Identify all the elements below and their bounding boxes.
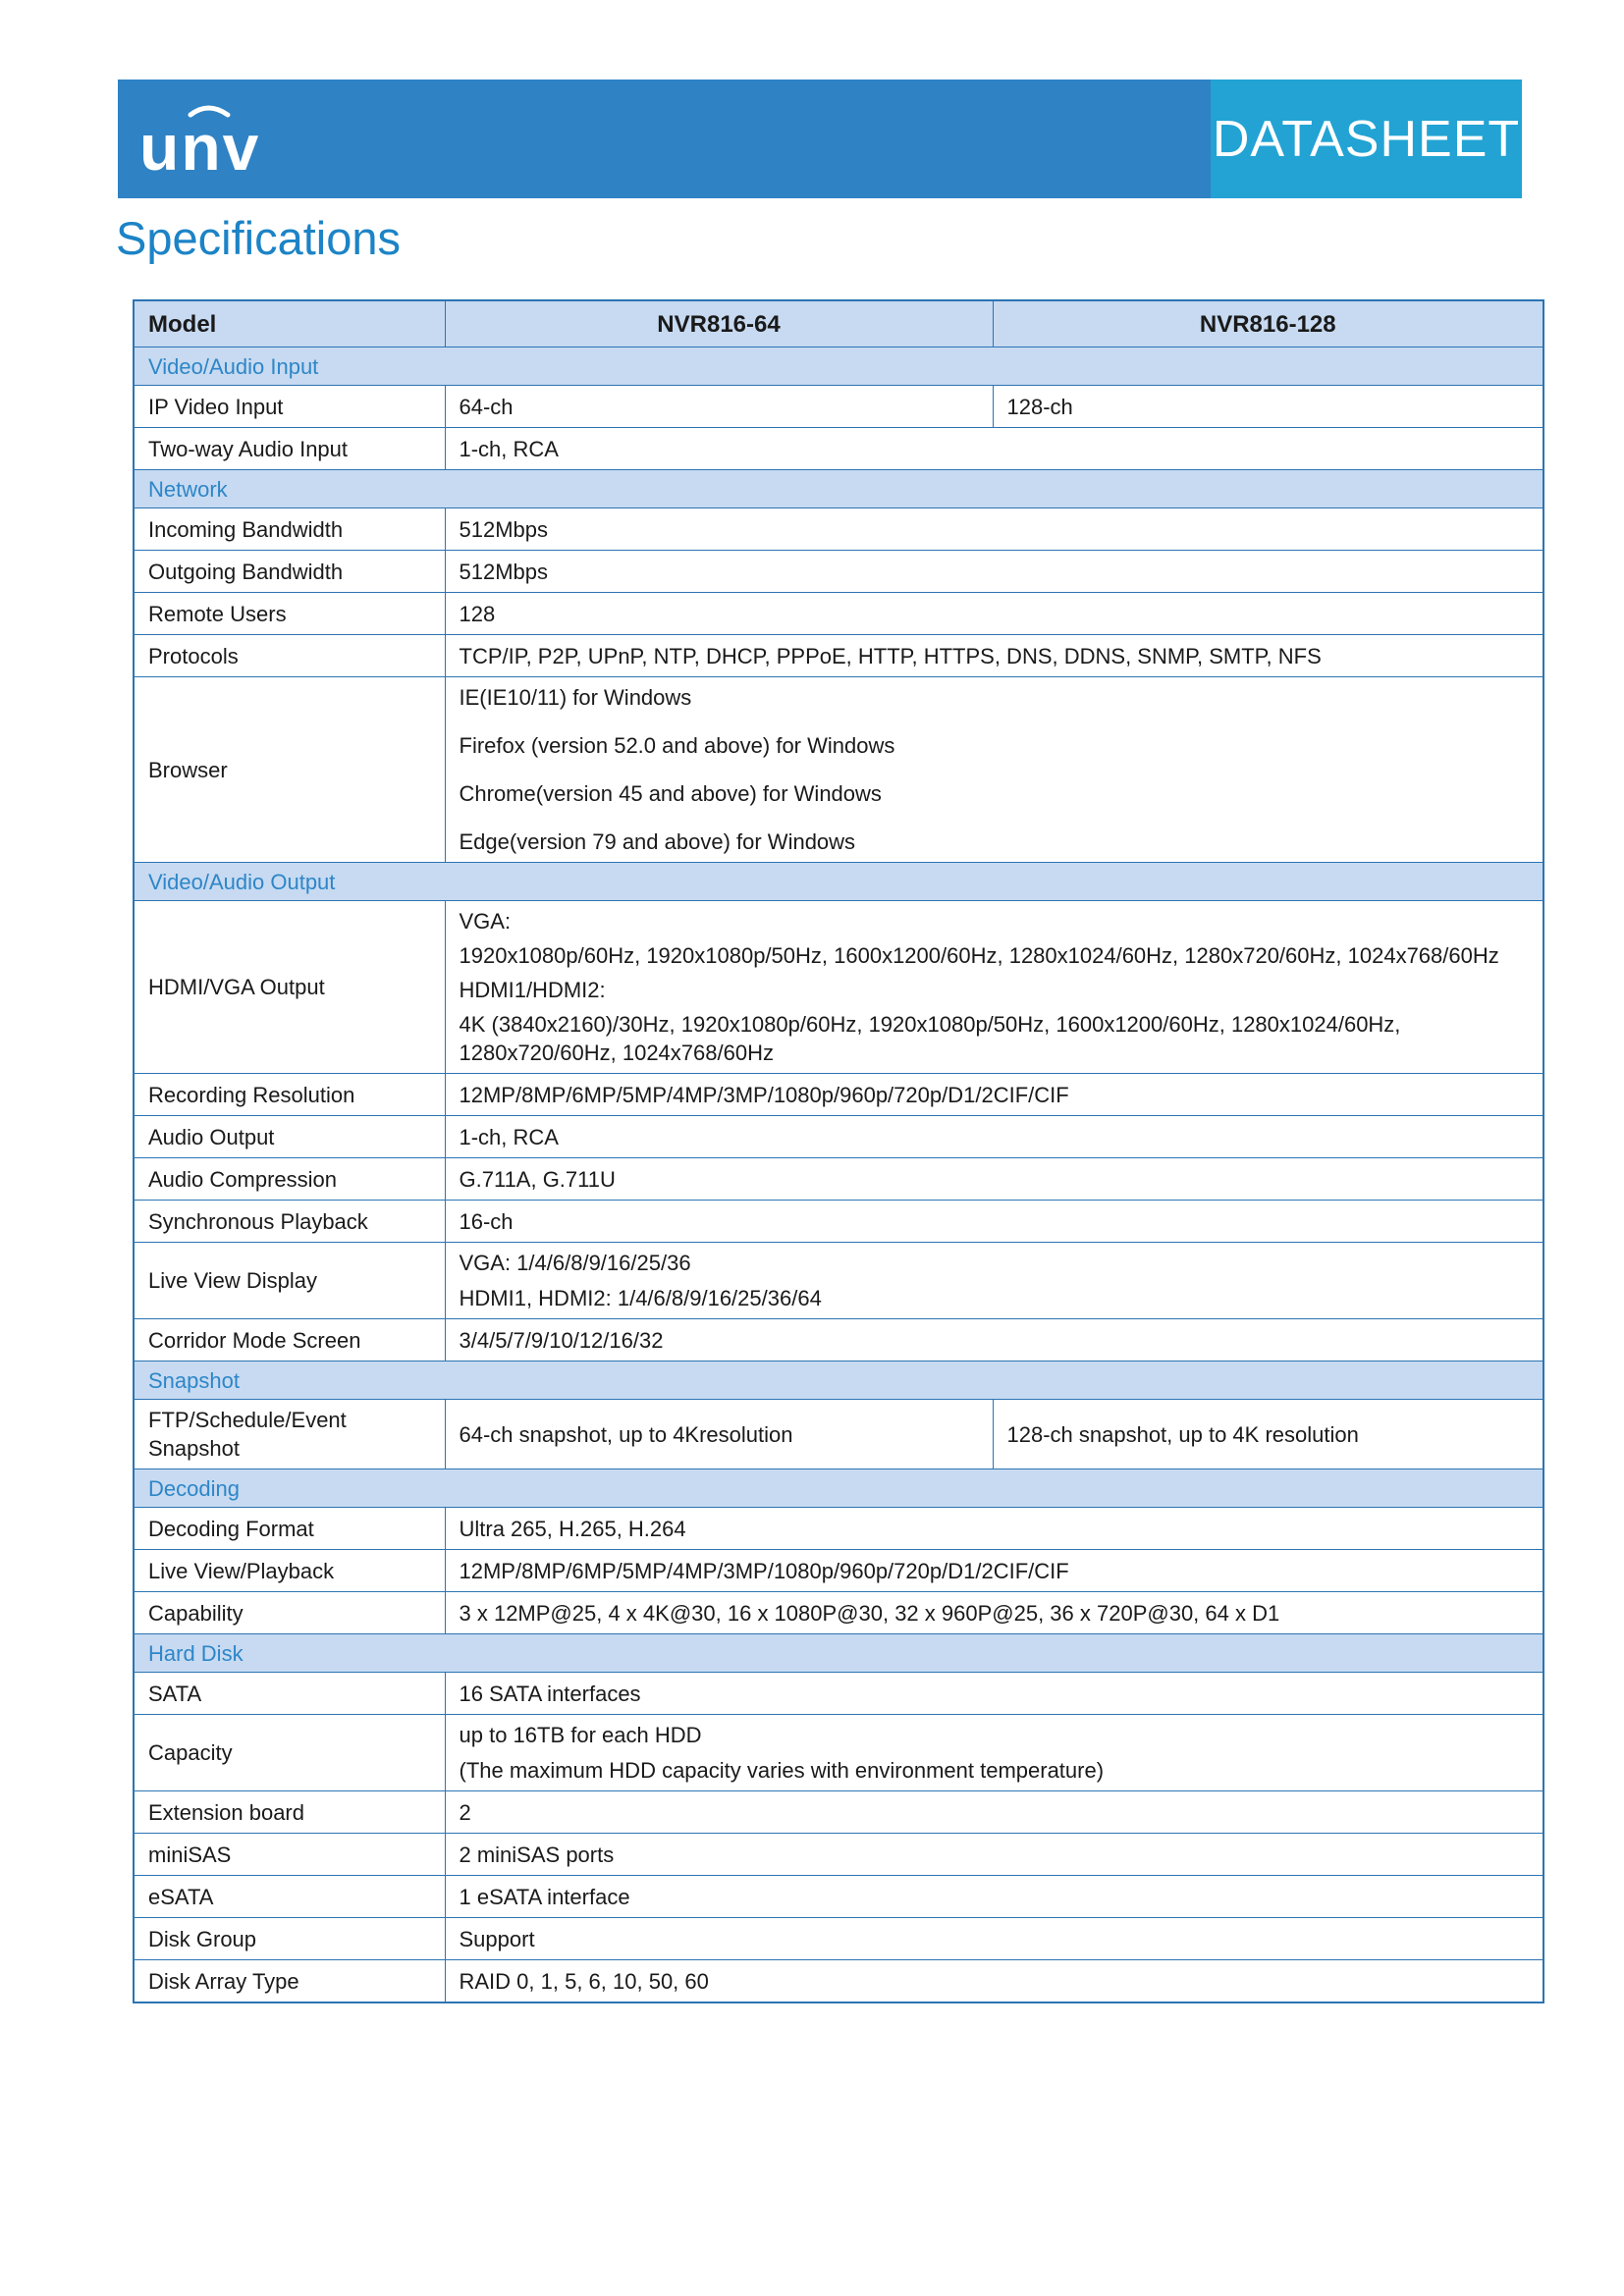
spec-label: Outgoing Bandwidth [134,551,445,593]
section-row [134,1362,1543,1400]
section-row [134,347,1543,386]
spec-value [445,1243,1543,1319]
spec-value-line: 1920x1080p/60Hz, 1920x1080p/50Hz, 1600x1200/60Hz, 1280x1024/60Hz, 1280x720/60Hz, 1024x768/60Hz [459,943,1499,968]
spec-value-line: 4K (3840x2160)/30Hz, 1920x1080p/60Hz, 1920x1080p/50Hz, 1600x1200/60Hz, 1280x1024/60Hz, 1280x720/60Hz, 1024x768/60Hz [459,1012,1401,1065]
spec-value: Ultra 265, H.265, H.264 [445,1508,1543,1550]
spec-value-line: HDMI1, HDMI2: 1/4/6/8/9/16/25/36/64 [459,1286,822,1310]
spec-label: IP Video Input [134,386,445,428]
section-title: Decoding [134,1469,1543,1508]
spec-label: Protocols [134,635,445,677]
page-title: Specifications [116,212,401,264]
spec-row [134,1960,1543,2003]
spec-value: Support [445,1918,1543,1960]
spec-row [134,551,1543,593]
spec-row [134,1876,1543,1918]
spec-value: 64-ch snapshot, up to 4Kresolution [445,1400,993,1469]
section-title: Video/Audio Input [134,347,1543,386]
spec-value-line: (The maximum HDD capacity varies with environment temperature) [459,1758,1105,1783]
spec-row [134,1508,1543,1550]
table-header-row [134,300,1543,347]
spec-label: Incoming Bandwidth [134,508,445,551]
spec-label: SATA [134,1673,445,1715]
spec-row [134,1791,1543,1834]
spec-row [134,428,1543,470]
spec-row [134,1550,1543,1592]
spec-label: Disk Array Type [134,1960,445,2003]
spec-value-line: IE(IE10/11) for Windows [459,685,692,710]
spec-label: Extension board [134,1791,445,1834]
spec-row [134,508,1543,551]
spec-label: Synchronous Playback [134,1201,445,1243]
spec-row [134,1834,1543,1876]
spec-row [134,635,1543,677]
spec-value: 12MP/8MP/6MP/5MP/4MP/3MP/1080p/960p/720p/D1/2CIF/CIF [445,1074,1543,1116]
spec-label: Capability [134,1592,445,1634]
spec-row [134,677,1543,863]
spec-value: G.711A, G.711U [445,1158,1543,1201]
spec-value-line: Firefox (version 52.0 and above) for Windows [459,733,895,758]
spec-value: 128-ch snapshot, up to 4K resolution [993,1400,1543,1469]
section-title: Snapshot [134,1362,1543,1400]
spec-row [134,1673,1543,1715]
spec-value: 1-ch, RCA [445,428,1543,470]
spec-value: 2 [445,1791,1543,1834]
spec-label: Decoding Format [134,1508,445,1550]
spec-value-line: Edge(version 79 and above) for Windows [459,829,856,854]
spec-row [134,901,1543,1074]
spec-row [134,386,1543,428]
specifications-table [133,299,1544,2003]
datasheet-tag: DATASHEET [1211,80,1522,198]
spec-value-line: VGA: [459,909,512,934]
spec-row [134,1116,1543,1158]
spec-label: Recording Resolution [134,1074,445,1116]
spec-value: 2 miniSAS ports [445,1834,1543,1876]
spec-value [445,677,1543,863]
spec-label: miniSAS [134,1834,445,1876]
spec-value: 64-ch [445,386,993,428]
section-title: Hard Disk [134,1634,1543,1673]
section-row [134,863,1543,901]
spec-value: 16 SATA interfaces [445,1673,1543,1715]
spec-value [445,1715,1543,1791]
spec-value-line: VGA: 1/4/6/8/9/16/25/36 [459,1251,691,1275]
spec-label: Corridor Mode Screen [134,1319,445,1362]
section-title: Network [134,470,1543,508]
spec-label: Two-way Audio Input [134,428,445,470]
spec-value: 512Mbps [445,508,1543,551]
spec-value-line: HDMI1/HDMI2: [459,978,606,1002]
spec-value [445,901,1543,1074]
spec-row [134,1400,1543,1469]
spec-value: 1-ch, RCA [445,1116,1543,1158]
spec-value: TCP/IP, P2P, UPnP, NTP, DHCP, PPPoE, HTTP, HTTPS, DNS, DDNS, SNMP, SMTP, NFS [445,635,1543,677]
section-row [134,1634,1543,1673]
spec-label: Disk Group [134,1918,445,1960]
column-header-model-a: NVR816-64 [445,300,993,347]
spec-row [134,1592,1543,1634]
spec-value-line: up to 16TB for each HDD [459,1723,702,1747]
column-header-model-b: NVR816-128 [993,300,1543,347]
spec-row [134,1243,1543,1319]
spec-value: 128-ch [993,386,1543,428]
spec-value: 128 [445,593,1543,635]
spec-label: Live View/Playback [134,1550,445,1592]
spec-row [134,1158,1543,1201]
spec-value: 16-ch [445,1201,1543,1243]
spec-value: 3/4/5/7/9/10/12/16/32 [445,1319,1543,1362]
spec-label: eSATA [134,1876,445,1918]
spec-label: Audio Output [134,1116,445,1158]
spec-row [134,1715,1543,1791]
spec-label: Remote Users [134,593,445,635]
spec-row [134,1074,1543,1116]
spec-value-line: Chrome(version 45 and above) for Windows [459,781,882,806]
spec-label: Capacity [134,1715,445,1791]
spec-label: Live View Display [134,1243,445,1319]
spec-label: Audio Compression [134,1158,445,1201]
spec-label: HDMI/VGA Output [134,901,445,1074]
spec-row [134,1918,1543,1960]
section-row [134,1469,1543,1508]
spec-value: 3 x 12MP@25, 4 x 4K@30, 16 x 1080P@30, 32 x 960P@25, 36 x 720P@30, 64 x D1 [445,1592,1543,1634]
section-row [134,470,1543,508]
unv-logo [139,101,287,180]
spec-label: Browser [134,677,445,863]
spec-value: RAID 0, 1, 5, 6, 10, 50, 60 [445,1960,1543,2003]
spec-value: 12MP/8MP/6MP/5MP/4MP/3MP/1080p/960p/720p/D1/2CIF/CIF [445,1550,1543,1592]
spec-row [134,593,1543,635]
spec-row [134,1201,1543,1243]
spec-row [134,1319,1543,1362]
column-header-model: Model [134,300,445,347]
header-banner [118,80,1522,198]
spec-label: FTP/Schedule/Event Snapshot [134,1400,445,1469]
section-title: Video/Audio Output [134,863,1543,901]
svg-text:unv: unv [139,111,261,180]
spec-value: 1 eSATA interface [445,1876,1543,1918]
spec-value: 512Mbps [445,551,1543,593]
